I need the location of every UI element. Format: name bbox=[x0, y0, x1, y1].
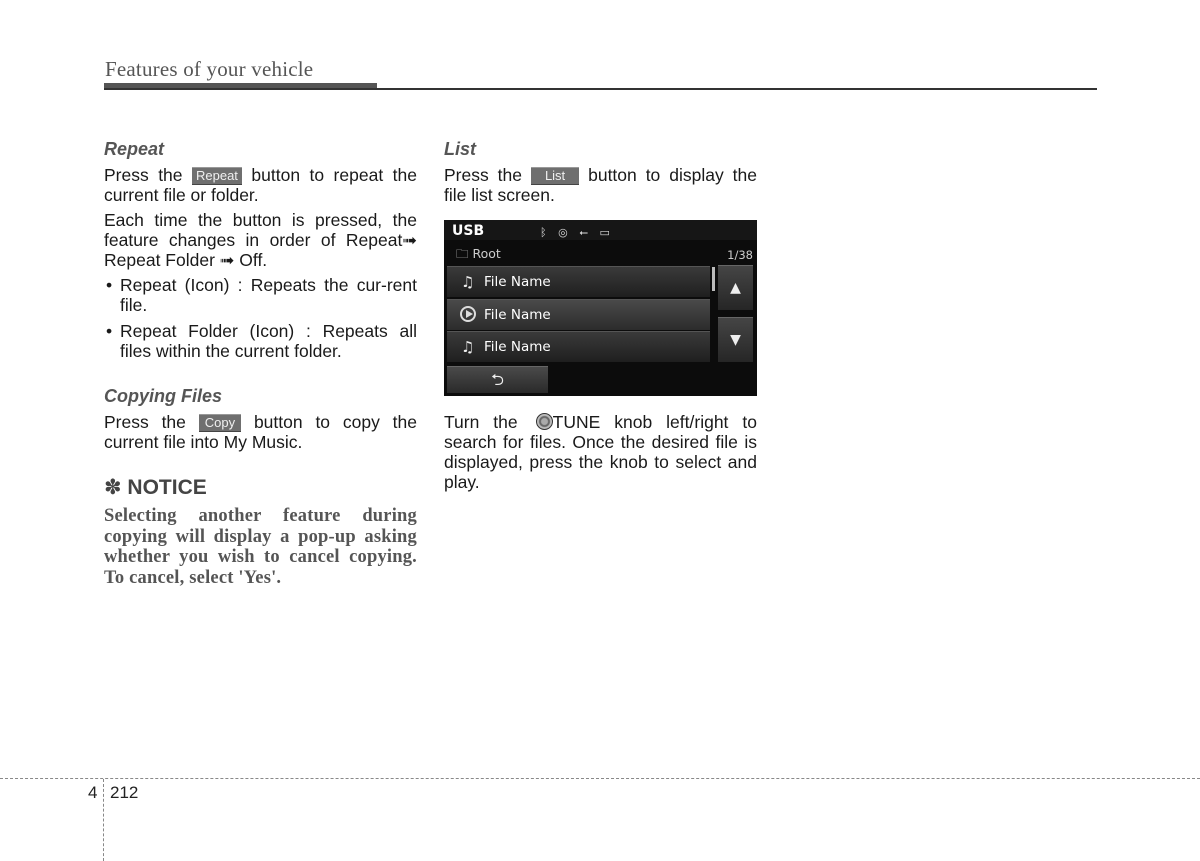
footer-rule bbox=[0, 778, 1200, 779]
repeat-button: Repeat bbox=[192, 167, 242, 185]
tune-knob-icon bbox=[536, 413, 553, 430]
screen-scrollbar bbox=[712, 267, 715, 291]
usb-icon: ⭠ bbox=[579, 226, 589, 239]
file-row-selected bbox=[447, 299, 710, 330]
back-icon: ⮌ bbox=[447, 366, 548, 393]
file-row-label: File Name bbox=[484, 274, 551, 290]
file-count: 1/38 bbox=[727, 248, 753, 262]
screen-status-icons bbox=[540, 223, 618, 243]
repeat-p1-after: button to repeat the current file or folder. bbox=[104, 165, 417, 205]
usb-file-list-screen bbox=[444, 220, 757, 396]
file-row bbox=[447, 266, 710, 297]
tune-label: TUNE bbox=[552, 412, 601, 432]
middle-column bbox=[444, 138, 757, 497]
header-rule-thin bbox=[104, 88, 1097, 90]
bluetooth-icon: ᛒ bbox=[540, 226, 547, 239]
tune-after: knob left/right to search for files. Once the desired file is displayed, press the knob to select and play. bbox=[444, 412, 757, 492]
battery-icon: ▭ bbox=[599, 226, 610, 239]
music-note-icon: ♫ bbox=[461, 338, 475, 356]
list-button: List bbox=[531, 167, 579, 185]
scroll-down-icon: ▼ bbox=[718, 317, 753, 362]
repeat-p1-before: Press the bbox=[104, 165, 183, 185]
left-column bbox=[104, 138, 417, 588]
chapter-number: 4 bbox=[88, 783, 98, 802]
folder-icon: 🗀 bbox=[456, 246, 469, 261]
file-row bbox=[447, 331, 710, 362]
disc-icon: ◎ bbox=[558, 226, 568, 239]
repeat-paragraph bbox=[104, 165, 417, 205]
repeat-heading: Repeat bbox=[104, 139, 165, 159]
file-row-label: File Name bbox=[484, 307, 551, 323]
scroll-up-icon: ▲ bbox=[718, 265, 753, 310]
notice-body: Selecting another feature during copying will display a pop-up asking whether you wish to cancel copying. To cancel, select 'Yes'. bbox=[104, 506, 417, 588]
file-row-label: File Name bbox=[484, 339, 551, 355]
list-paragraph bbox=[444, 165, 757, 205]
bullet-repeat-icon: • Repeat (Icon) : Repeats the cur-rent file. bbox=[104, 275, 417, 315]
repeat-order-paragraph: Each time the button is pressed, the feature changes in order of Repeat➟ Repeat Folder ➟ Off. bbox=[104, 210, 417, 270]
music-note-icon: ♫ bbox=[461, 273, 475, 291]
notice-heading: ✽ NOTICE bbox=[104, 476, 207, 499]
play-circle-icon bbox=[460, 306, 476, 322]
bullet-repeat-folder-icon: • Repeat Folder (Icon) : Repeats all files within the current folder. bbox=[104, 321, 417, 361]
copying-files-heading: Copying Files bbox=[104, 386, 223, 406]
screen-folder bbox=[456, 244, 501, 264]
list-p1-after: button to display the file list screen. bbox=[444, 165, 757, 205]
copy-p1-before: Press the bbox=[104, 412, 186, 432]
tune-paragraph bbox=[444, 412, 757, 492]
tune-before: Turn the bbox=[444, 412, 518, 432]
footer-vertical-rule bbox=[103, 779, 104, 861]
copy-p1-after: button to copy the current file into My Music. bbox=[104, 412, 417, 452]
list-p1-before: Press the bbox=[444, 165, 522, 185]
list-heading: List bbox=[444, 139, 477, 159]
page-number: 212 bbox=[110, 783, 139, 802]
folder-label: Root bbox=[472, 246, 501, 261]
screen-title: USB bbox=[452, 223, 485, 239]
copy-button: Copy bbox=[199, 414, 241, 432]
repeat-bullets bbox=[104, 275, 417, 361]
page-header-title: Features of your vehicle bbox=[105, 57, 314, 81]
copying-paragraph bbox=[104, 412, 417, 452]
